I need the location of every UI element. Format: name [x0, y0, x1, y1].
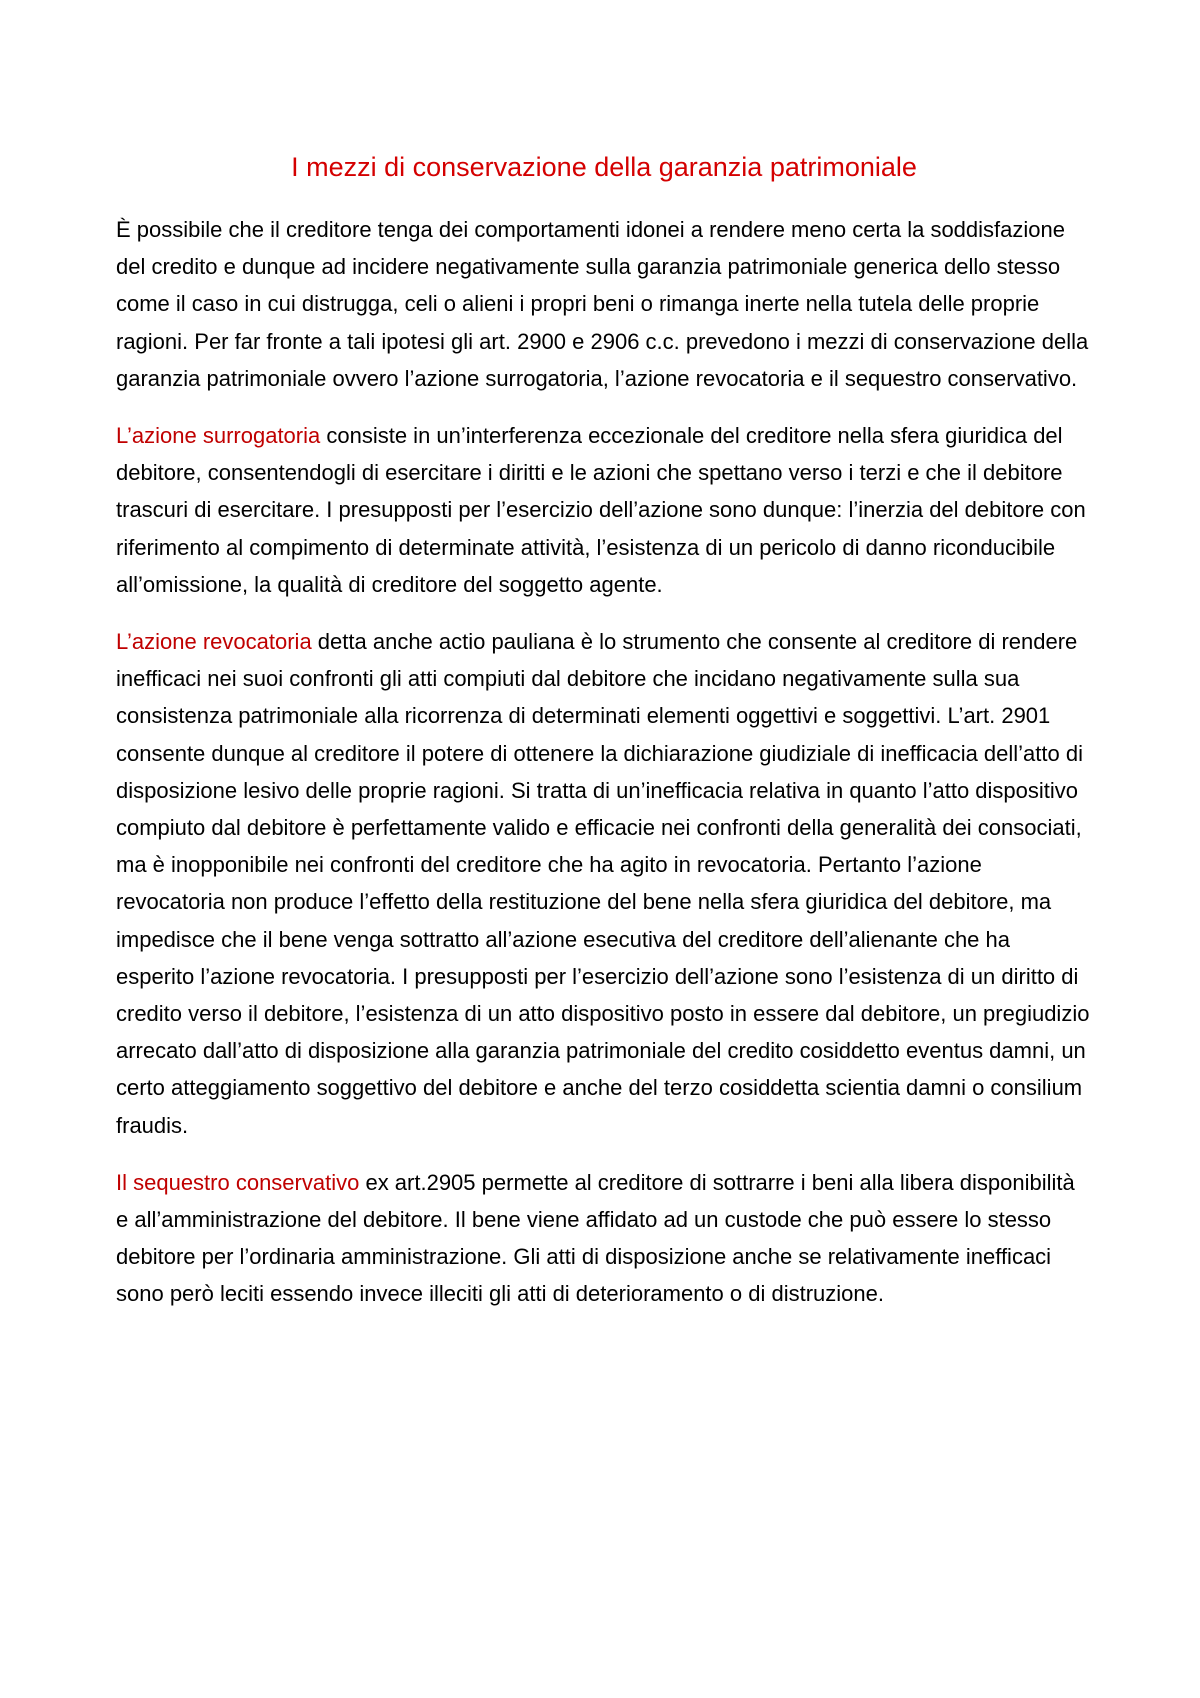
- section-text-revocatoria: detta anche actio pauliana è lo strumento che consente al creditore di rendere inefficaci nei suoi confronti gli atti compiuti dal debitore che incidano negativamente sulla sua consistenza patrimoniale alla ricorrenza di determinati elementi oggettivi e soggettivi. L’art. 2901 consente dunque al creditore il potere di ottenere la dichiarazione giudiziale di inefficacia dell’atto di disposizione lesivo delle proprie ragioni. Si tratta di un’inefficacia relativa in quanto l’atto dispositivo compiuto dal debitore è perfettamente valido e efficacie nei confronti della generalità dei consociati, ma è inopponibile nei confronti del creditore che ha agito in revocatoria. Pertanto l’azione revocatoria non produce l’effetto della restituzione del bene nella sfera giuridica del debitore, ma impedisce che il bene venga sottratto all’azione esecutiva del creditore dell’alienante che ha esperito l’azione revocatoria. I presupposti per l’esercizio dell’azione sono l’esistenza di un diritto di credito verso il debitore, l’esistenza di un atto dispositivo posto in essere dal debitore, un pregiudizio arrecato dall’atto di disposizione alla garanzia patrimoniale del credito cosiddetto eventus damni, un certo atteggiamento soggettivo del debitore e anche del terzo cosiddetta scientia damni o consilium fraudis.: [116, 629, 1090, 1138]
- section-paragraph-surrogatoria: [116, 417, 1092, 603]
- section-text-surrogatoria: consiste in un’interferenza eccezionale del creditore nella sfera giuridica del debitore, consentendogli di esercitare i diritti e le azioni che spettano verso i terzi e che il debitore trascuri di esercitare. I presupposti per l’esercizio dell’azione sono dunque: l’inerzia del debitore con riferimento al compimento di determinate attività, l’esistenza di un pericolo di danno riconducibile all’omissione, la qualità di creditore del soggetto agente.: [116, 423, 1086, 597]
- section-paragraph-revocatoria: [116, 623, 1092, 1144]
- section-term-sequestro: Il sequestro conservativo: [116, 1169, 360, 1195]
- section-paragraph-sequestro: [116, 1164, 1092, 1313]
- intro-paragraph: È possibile che il creditore tenga dei comportamenti idonei a rendere meno certa la soddisfazione del credito e dunque ad incidere negativamente sulla garanzia patrimoniale generica dello stesso come il caso in cui distrugga, celi o alieni i propri beni o rimanga inerte nella tutela delle proprie ragioni. Per far fronte a tali ipotesi gli art. 2900 e 2906 c.c. prevedono i mezzi di conservazione della garanzia patrimoniale ovvero l’azione surrogatoria, l’azione revocatoria e il sequestro conservativo.: [116, 217, 1089, 391]
- document-title: I mezzi di conservazione della garanzia patrimoniale: [291, 152, 917, 182]
- section-term-surrogatoria: L’azione surrogatoria: [116, 423, 321, 449]
- section-term-revocatoria: L’azione revocatoria: [116, 629, 312, 655]
- section-text-sequestro: ex art.2905 permette al creditore di sottrarre i beni alla libera disponibilità e all’amministrazione del debitore. Il bene viene affidato ad un custode che può essere lo stesso debitore per l’ordinaria amministrazione. Gli atti di disposizione anche se relativamente inefficaci sono però leciti essendo invece illeciti gli atti di deterioramento o di distruzione.: [116, 1169, 1075, 1307]
